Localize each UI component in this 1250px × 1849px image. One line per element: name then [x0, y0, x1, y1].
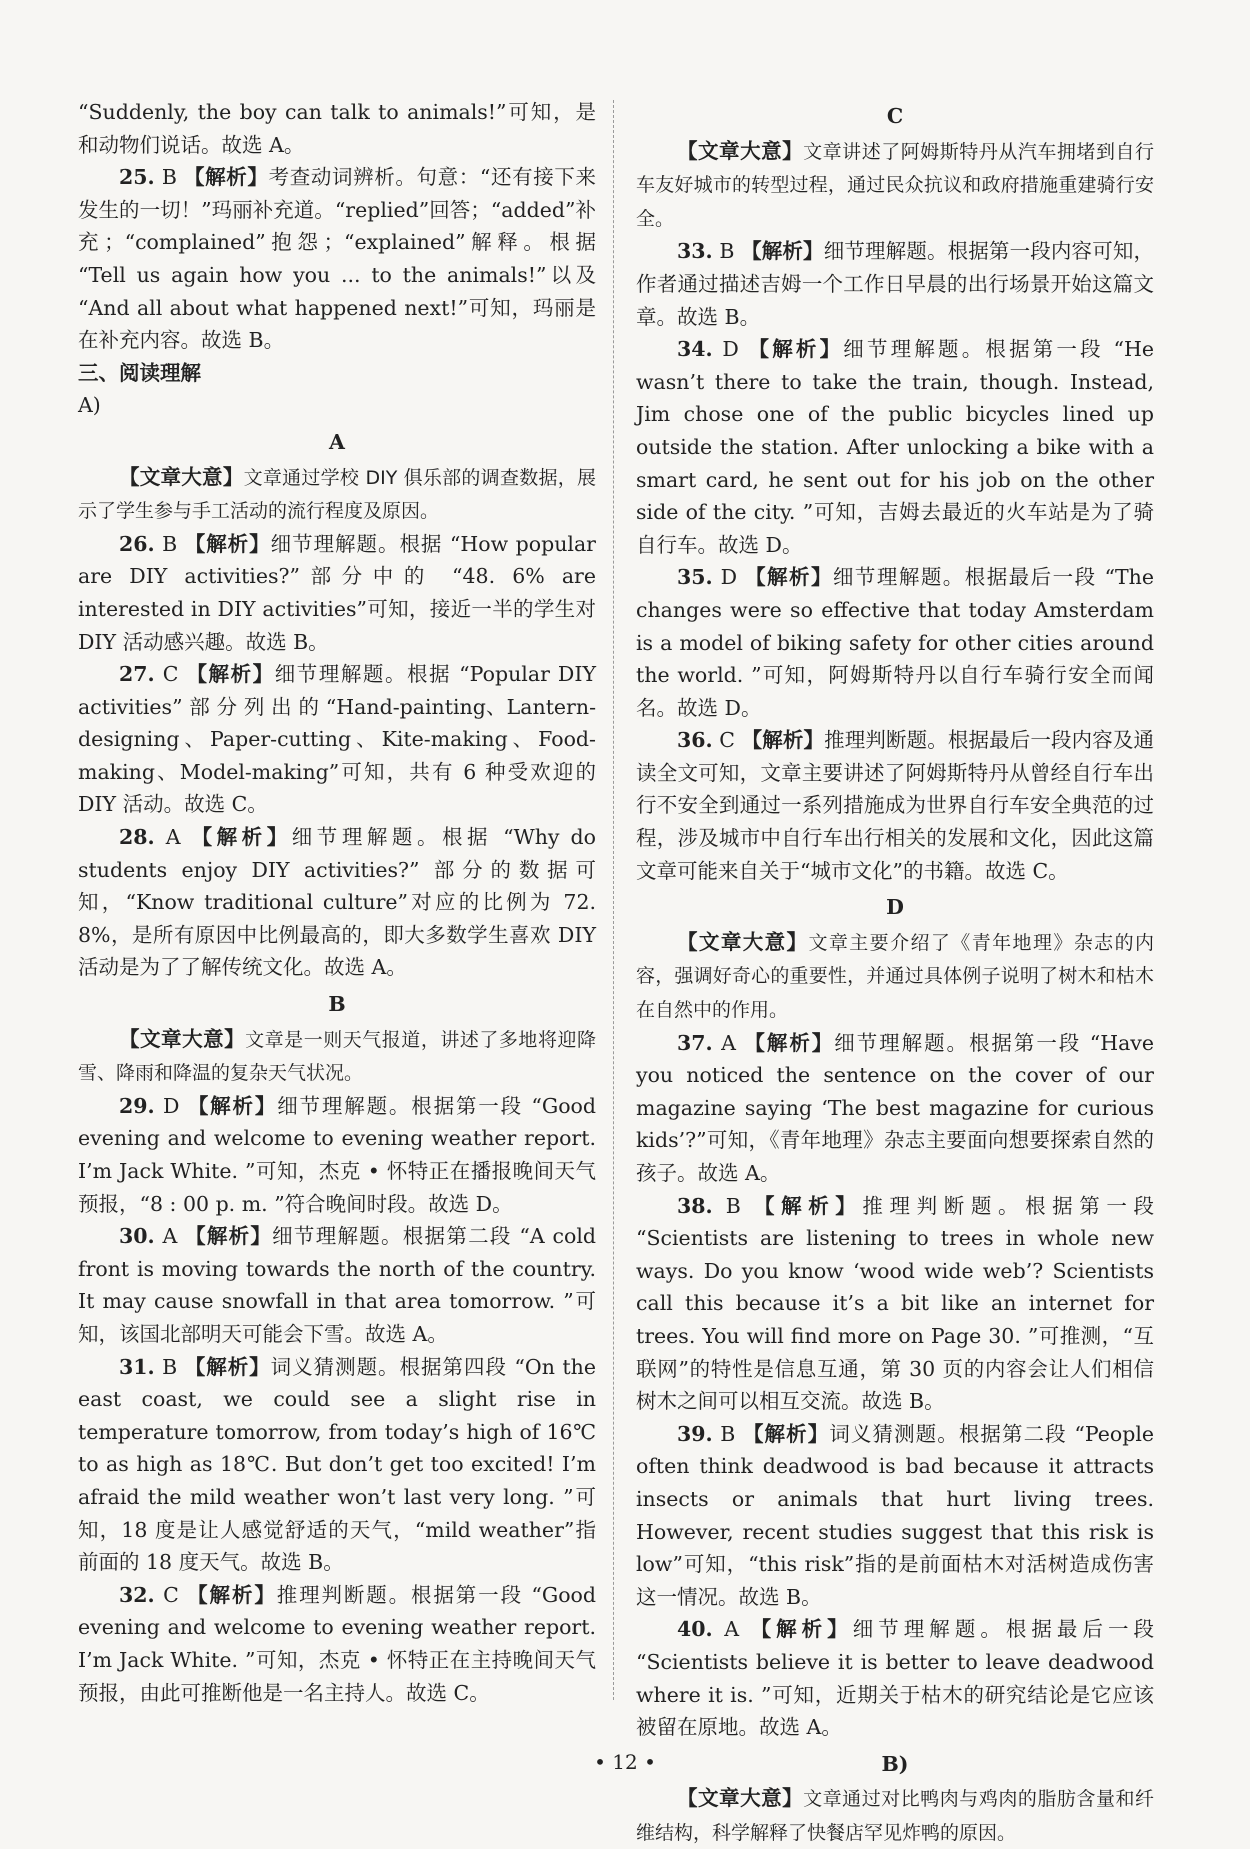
summary-text: 文章是一则天气报道，讲述了多地将迎降雪、降雨和降温的复杂天气状况。 — [78, 1028, 596, 1085]
analysis-tag: 【解析】 — [748, 337, 844, 362]
analysis-tag: 【解析】 — [184, 165, 269, 190]
question-number: 26. — [119, 531, 155, 556]
analysis-tag: 【解析】 — [741, 728, 825, 753]
analysis-tag: 【解析】 — [185, 1224, 273, 1249]
answer-letter: A — [154, 1224, 186, 1249]
passage-summary — [636, 135, 1154, 236]
answer-letter: A — [712, 1030, 745, 1055]
analysis-text: 细节理解题。根据第一段 “He wasn’t there to take the train, though. Instead, Jim chose one of the public bicycles lined up outside the station. After unlocking a bike with a smart card, he sent out for his job on the other side of the city. ”可知，吉姆去最近的火车站是为了骑自行车。故选 D。 — [636, 337, 1154, 557]
question-33 — [636, 235, 1154, 333]
passage-summary — [78, 1023, 596, 1090]
right-column — [636, 96, 1154, 1849]
analysis-text: 考查动词辨析。句意：“还有接下来发生的一切！”玛丽补充道。“replied”回答；“added”补充；“complained”抱怨；“explained”解释。根据 “Tell us again how you ... to the animals!”以及 “And all about what happened next!”可知，玛丽是在补充内容。故选 B。 — [78, 165, 596, 353]
question-number: 34. — [677, 337, 713, 362]
answer-letter: C — [154, 662, 187, 687]
analysis-text: 词义猜测题。根据第四段 “On the east coast, we could see a slight rise in temperature tomorrow, from today’s high of 16℃ to as high as 18℃. But don’t get too excited! I’m afraid the mild weather won’t last very long. ”可知，18 度是让人感觉舒适的天气，“mild weather”指前面的 18 度天气。故选 B。 — [78, 1354, 596, 1575]
passage-summary — [78, 461, 596, 528]
analysis-text: 细节理解题。根据 “Why do students enjoy DIY activities?” 部分的数据可知，“Know traditional culture”对应的比例为 72. 8%，是所有原因中比例最高的，即大多数学生喜欢 DIY 活动是为了了解传统文化。故选 A。 — [78, 825, 596, 980]
answer-letter: C — [154, 1582, 188, 1607]
part-label: A) — [78, 393, 101, 418]
analysis-text: 推理判断题。根据第一段 “Scientists are listening to trees in whole new ways. Do you know ‘wood wide web’? Scientists call this because it’s a bit like an internet for trees. You will find more on Page 30. ”可推测，“互联网”的特性是信息互通，第 30 页的内容会让人们相信树木之间可以相互交流。故选 B。 — [636, 1193, 1154, 1414]
analysis-tag: 【解析】 — [742, 1421, 830, 1446]
passage-label: A — [329, 429, 345, 454]
question-number: 31. — [119, 1354, 155, 1379]
question-number: 28. — [119, 825, 155, 850]
column-divider — [613, 100, 614, 1700]
answer-letter: B — [154, 165, 185, 190]
answer-letter: B — [154, 1354, 185, 1379]
answer-letter: D — [712, 337, 749, 362]
passage-summary — [636, 926, 1154, 1027]
question-30 — [78, 1220, 596, 1350]
part-label: B) — [881, 1751, 909, 1776]
question-31 — [78, 1351, 596, 1579]
page-number: • 12 • — [594, 1750, 656, 1774]
answer-letter: D — [712, 565, 746, 590]
analysis-text: 细节理解题。根据最后一段 “Scientists believe it is better to leave deadwood where it is. ”可知，近期关于枯木的研究结论是它应该被留在原地。故选 A。 — [636, 1617, 1155, 1740]
analysis-tag: 【解析】 — [191, 825, 292, 850]
passage-label: B — [328, 992, 346, 1017]
question-number: 27. — [119, 662, 155, 687]
analysis-tag: 【解析】 — [745, 565, 833, 590]
question-27 — [78, 658, 596, 821]
analysis-text: 推理判断题。根据最后一段内容及通读全文可知，文章主要讲述了阿姆斯特丹从曾经自行车出行不安全到通过一系列措施成为世界自行车安全典范的过程，涉及城市中自行车出行相关的发展和文化，因此这篇文章可能来自关于“城市文化”的书籍。故选 C。 — [636, 728, 1155, 883]
analysis-text: 细节理解题。根据第一段内容可知，作者通过描述吉姆一个工作日早晨的出行场景开始这篇文章。故选 B。 — [636, 239, 1155, 329]
answer-letter: B — [712, 239, 742, 264]
question-number: 38. — [677, 1193, 713, 1218]
summary-tag: 【文章大意】 — [677, 138, 804, 163]
analysis-text: 细节理解题。根据最后一段 “The changes were so effective that today Amsterdam is a model of biking safety for other cities around the world. ”可知，阿姆斯特丹以自行车骑行安全而闻名。故选 D。 — [636, 565, 1155, 720]
question-32 — [78, 1579, 596, 1709]
analysis-text: 细节理解题。根据 “Popular DIY activities” 部 分 列 出 的 “Hand-painting、Lantern-designing、Paper-cutting、Kite-making、Food-making、Model-making”可知，共有 6 种受欢迎的 DIY 活动。故选 C。 — [78, 662, 596, 817]
question-39 — [636, 1418, 1154, 1614]
answer-letter: C — [712, 728, 742, 753]
analysis-tag: 【解析】 — [753, 1193, 863, 1218]
summary-tag: 【文章大意】 — [677, 1786, 804, 1811]
question-number: 36. — [677, 728, 713, 753]
question-40 — [636, 1613, 1154, 1743]
answer-letter: B — [712, 1421, 743, 1446]
summary-tag: 【文章大意】 — [677, 929, 809, 954]
question-29 — [78, 1090, 596, 1220]
analysis-tag: 【解析】 — [184, 1354, 271, 1379]
question-number: 39. — [677, 1421, 713, 1446]
analysis-tag: 【解析】 — [187, 1582, 277, 1607]
summary-text: 文章讲述了阿姆斯特丹从汽车拥堵到自行车友好城市的转型过程，通过民众抗议和政府措施重建骑行安全。 — [636, 140, 1154, 230]
summary-text: 文章通过对比鸭肉与鸡肉的脂肪含量和纤维结构，科学解释了快餐店罕见炸鸭的原因。 — [636, 1788, 1154, 1844]
passage-label: D — [886, 895, 904, 920]
question-number: 37. — [677, 1030, 713, 1055]
question-36 — [636, 724, 1154, 887]
question-number: 25. — [119, 165, 155, 190]
answer-letter: B — [154, 531, 185, 556]
analysis-tag: 【解析】 — [184, 531, 271, 556]
analysis-text: 词义猜测题。根据第二段 “People often think deadwood is bad because it attracts insects or animals that hurt living trees. However, recent studies suggest that this risk is low”可知，“this risk”指的是前面枯木对活树造成伤害这一情况。故选 B。 — [636, 1421, 1155, 1609]
question-35 — [636, 561, 1154, 724]
answer-letter: A — [712, 1617, 751, 1642]
question-38 — [636, 1190, 1154, 1418]
question-25 — [78, 161, 596, 357]
analysis-text: 推理判断题。根据第一段 “Good evening and welcome to evening weather report. I’m Jack White. ”可知，杰克 • 怀特正在主持晚间天气预报，由此可推断他是一名主持人。故选 C。 — [78, 1582, 597, 1705]
analysis-tag: 【解析】 — [741, 239, 824, 264]
analysis-tag: 【解析】 — [744, 1030, 835, 1055]
analysis-text: 细节理解题。根据第一段 “Have you noticed the sentence on the cover of our magazine saying ‘The best magazine for curious kids’?”可知，《青年地理》杂志主要面向想要探索自然的孩子。故选 A。 — [636, 1030, 1155, 1185]
question-number: 40. — [677, 1617, 713, 1642]
question-37 — [636, 1027, 1154, 1190]
answer-letter: B — [712, 1193, 754, 1218]
question-26 — [78, 528, 596, 658]
analysis-tag: 【解析】 — [186, 662, 275, 687]
analysis-tag: 【解析】 — [750, 1617, 853, 1642]
question-number: 35. — [677, 565, 713, 590]
analysis-tag: 【解析】 — [187, 1093, 278, 1118]
question-number: 29. — [119, 1093, 155, 1118]
left-column — [78, 96, 596, 1709]
analysis-text: 细节理解题。根据第一段 “Good evening and welcome to evening weather report. I’m Jack White. ”可知，杰克 • 怀特正在播报晚间天气预报，“8 : 00 p. m. ”符合晚间时段。故选 D。 — [78, 1093, 596, 1216]
analysis-text: 细节理解题。根据 “How popular are DIY activities?”部分中的 “48. 6% are interested in DIY activities”可知，接近一半的学生对 DIY 活动感兴趣。故选 B。 — [78, 531, 596, 654]
answer-letter: A — [154, 825, 192, 850]
summary-tag: 【文章大意】 — [119, 1026, 246, 1051]
summary-tag: 【文章大意】 — [119, 464, 244, 489]
paragraph-continuation: “Suddenly, the boy can talk to animals!”可知，是和动物们说话。故选 A。 — [78, 100, 596, 157]
question-number: 30. — [119, 1224, 155, 1249]
passage-summary — [636, 1782, 1154, 1849]
question-number: 32. — [119, 1582, 155, 1607]
summary-text: 文章主要介绍了《青年地理》杂志的内容，强调好奇心的重要性，并通过具体例子说明了树木和枯木在自然中的作用。 — [636, 931, 1154, 1022]
analysis-text: 细节理解题。根据第二段 “A cold front is moving towards the north of the country. It may cause snowfall in that area tomorrow. ”可知，该国北部明天可能会下雪。故选 A。 — [78, 1224, 597, 1346]
summary-text: 文章通过学校 DIY 俱乐部的调查数据，展示了学生参与手工活动的流行程度及原因。 — [78, 466, 597, 523]
question-number: 33. — [677, 239, 713, 264]
answer-letter: D — [154, 1093, 188, 1118]
section-heading: 三、阅读理解 — [78, 360, 201, 385]
question-34 — [636, 333, 1154, 561]
passage-label: C — [886, 104, 904, 128]
question-28 — [78, 821, 596, 984]
